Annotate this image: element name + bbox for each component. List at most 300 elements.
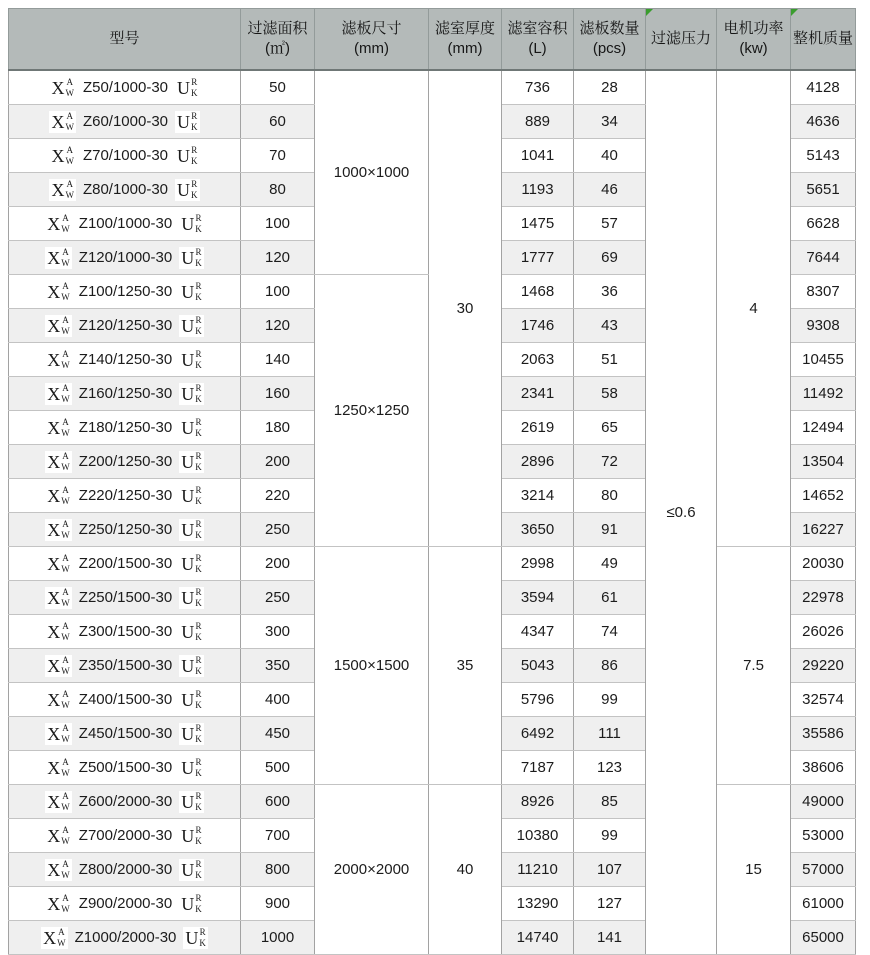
comment-marker-icon bbox=[646, 9, 653, 16]
affix-main: U bbox=[181, 655, 195, 676]
model-affix bbox=[49, 179, 76, 201]
weight-cell: 9308 bbox=[791, 309, 856, 343]
weight-cell: 32574 bbox=[791, 683, 856, 717]
model-cell bbox=[9, 207, 241, 241]
power-cell: 7.5 bbox=[717, 547, 791, 785]
model-affix bbox=[179, 757, 204, 779]
column-unit: (kw) bbox=[739, 40, 768, 57]
affix-main: U bbox=[181, 247, 195, 268]
model-cell bbox=[9, 275, 241, 309]
affix-stack bbox=[195, 792, 202, 812]
affix-stack bbox=[195, 724, 202, 744]
affix-sup: R bbox=[191, 110, 198, 121]
affix-sup: A bbox=[62, 314, 69, 325]
weight-cell: 7644 bbox=[791, 241, 856, 275]
volume-cell: 10380 bbox=[502, 819, 574, 853]
affix-main: X bbox=[47, 349, 61, 370]
model-affix bbox=[175, 77, 200, 99]
affix-sub: K bbox=[195, 257, 202, 268]
plate-size-cell: 1250×1250 bbox=[315, 275, 429, 547]
affix-main: X bbox=[47, 587, 61, 608]
model-number: Z200/1500-30 bbox=[78, 555, 173, 572]
affix-main: U bbox=[181, 213, 195, 234]
model-affix bbox=[179, 655, 204, 677]
affix-sub: W bbox=[61, 325, 70, 336]
volume-cell: 2619 bbox=[502, 411, 574, 445]
model-affix bbox=[175, 111, 200, 133]
model-content bbox=[9, 111, 240, 133]
model-content bbox=[9, 247, 240, 269]
affix-sup: A bbox=[66, 110, 73, 121]
model-number: Z60/1000-30 bbox=[82, 113, 169, 130]
model-affix bbox=[179, 723, 204, 745]
affix-stack bbox=[195, 690, 202, 710]
affix-sub: W bbox=[61, 257, 70, 268]
affix-sub: W bbox=[61, 835, 70, 846]
area-cell: 400 bbox=[241, 683, 315, 717]
volume-cell: 13290 bbox=[502, 887, 574, 921]
area-cell: 1000 bbox=[241, 921, 315, 955]
affix-sup: A bbox=[62, 790, 69, 801]
model-content bbox=[9, 145, 240, 167]
weight-cell: 57000 bbox=[791, 853, 856, 887]
model-number: Z70/1000-30 bbox=[82, 147, 169, 164]
affix-sup: R bbox=[195, 552, 202, 563]
plate-size-cell: 1000×1000 bbox=[315, 70, 429, 275]
weight-cell: 16227 bbox=[791, 513, 856, 547]
affix-sup: R bbox=[195, 416, 202, 427]
affix-sub: K bbox=[191, 121, 198, 132]
affix-main: X bbox=[47, 451, 61, 472]
model-affix bbox=[179, 859, 204, 881]
affix-main: X bbox=[47, 417, 61, 438]
affix-stack bbox=[61, 418, 70, 438]
plates-cell: 40 bbox=[574, 139, 646, 173]
model-affix bbox=[179, 417, 204, 439]
weight-cell: 12494 bbox=[791, 411, 856, 445]
power-cell: 15 bbox=[717, 785, 791, 955]
area-cell: 800 bbox=[241, 853, 315, 887]
plates-cell: 34 bbox=[574, 105, 646, 139]
affix-sub: K bbox=[195, 427, 202, 438]
affix-sup: A bbox=[62, 280, 69, 291]
model-number: Z100/1250-30 bbox=[78, 283, 173, 300]
affix-main: X bbox=[47, 247, 61, 268]
affix-sub: W bbox=[61, 869, 70, 880]
volume-cell: 4347 bbox=[502, 615, 574, 649]
model-number: Z1000/2000-30 bbox=[74, 929, 177, 946]
affix-sub: W bbox=[57, 937, 66, 948]
area-cell: 700 bbox=[241, 819, 315, 853]
affix-sub: K bbox=[195, 665, 202, 676]
affix-stack bbox=[61, 248, 70, 268]
thickness-cell: 30 bbox=[429, 70, 502, 547]
affix-sup: R bbox=[195, 246, 202, 257]
volume-cell: 1041 bbox=[502, 139, 574, 173]
model-affix bbox=[45, 723, 72, 745]
column-header-5 bbox=[502, 9, 574, 71]
weight-cell: 38606 bbox=[791, 751, 856, 785]
affix-sup: R bbox=[191, 178, 198, 189]
affix-sub: W bbox=[61, 665, 70, 676]
affix-sub: W bbox=[61, 393, 70, 404]
area-cell: 500 bbox=[241, 751, 315, 785]
affix-sup: R bbox=[195, 824, 202, 835]
volume-cell: 3594 bbox=[502, 581, 574, 615]
model-cell bbox=[9, 479, 241, 513]
volume-cell: 2998 bbox=[502, 547, 574, 581]
affix-stack bbox=[199, 928, 206, 948]
affix-main: X bbox=[47, 655, 61, 676]
affix-sup: R bbox=[195, 212, 202, 223]
model-affix bbox=[179, 893, 204, 915]
affix-sub: W bbox=[61, 597, 70, 608]
affix-sup: R bbox=[195, 484, 202, 495]
weight-cell: 6628 bbox=[791, 207, 856, 241]
affix-stack bbox=[195, 452, 202, 472]
affix-main: X bbox=[47, 315, 61, 336]
column-header-3 bbox=[315, 9, 429, 71]
plates-cell: 91 bbox=[574, 513, 646, 547]
affix-sub: W bbox=[61, 291, 70, 302]
affix-main: X bbox=[51, 145, 65, 166]
model-content bbox=[9, 553, 240, 575]
affix-main: U bbox=[181, 893, 195, 914]
model-content bbox=[9, 451, 240, 473]
volume-cell: 7187 bbox=[502, 751, 574, 785]
model-cell bbox=[9, 343, 241, 377]
model-content bbox=[9, 383, 240, 405]
model-affix bbox=[179, 213, 204, 235]
area-cell: 200 bbox=[241, 547, 315, 581]
affix-sup: A bbox=[62, 654, 69, 665]
affix-sub: K bbox=[195, 495, 202, 506]
model-content bbox=[9, 213, 240, 235]
affix-sub: W bbox=[61, 767, 70, 778]
model-cell bbox=[9, 139, 241, 173]
area-cell: 180 bbox=[241, 411, 315, 445]
affix-sub: W bbox=[61, 563, 70, 574]
model-content bbox=[9, 519, 240, 541]
affix-main: X bbox=[47, 281, 61, 302]
model-affix bbox=[45, 791, 72, 813]
plates-cell: 85 bbox=[574, 785, 646, 819]
affix-sup: R bbox=[195, 348, 202, 359]
affix-stack bbox=[61, 758, 70, 778]
affix-stack bbox=[195, 656, 202, 676]
volume-cell: 2063 bbox=[502, 343, 574, 377]
affix-sub: K bbox=[199, 937, 206, 948]
affix-sub: K bbox=[195, 291, 202, 302]
model-affix bbox=[45, 757, 72, 779]
model-content bbox=[9, 77, 240, 99]
plate-size-cell: 2000×2000 bbox=[315, 785, 429, 955]
column-label: 型号 bbox=[109, 30, 140, 47]
model-content bbox=[9, 621, 240, 643]
affix-main: U bbox=[181, 621, 195, 642]
plates-cell: 123 bbox=[574, 751, 646, 785]
plates-cell: 36 bbox=[574, 275, 646, 309]
model-cell bbox=[9, 819, 241, 853]
affix-sub: W bbox=[61, 359, 70, 370]
volume-cell: 1193 bbox=[502, 173, 574, 207]
affix-main: X bbox=[47, 213, 61, 234]
model-number: Z500/1500-30 bbox=[78, 759, 173, 776]
model-affix bbox=[179, 587, 204, 609]
weight-cell: 8307 bbox=[791, 275, 856, 309]
model-number: Z800/2000-30 bbox=[78, 861, 173, 878]
affix-stack bbox=[61, 724, 70, 744]
table-row bbox=[9, 70, 856, 105]
model-affix bbox=[45, 689, 72, 711]
plates-cell: 99 bbox=[574, 683, 646, 717]
area-cell: 100 bbox=[241, 207, 315, 241]
affix-sub: W bbox=[65, 189, 74, 200]
affix-stack bbox=[195, 520, 202, 540]
model-cell bbox=[9, 921, 241, 955]
plates-cell: 72 bbox=[574, 445, 646, 479]
area-cell: 200 bbox=[241, 445, 315, 479]
area-cell: 450 bbox=[241, 717, 315, 751]
model-cell bbox=[9, 445, 241, 479]
affix-stack bbox=[195, 350, 202, 370]
model-affix bbox=[179, 349, 204, 371]
affix-main: X bbox=[47, 485, 61, 506]
volume-cell: 2341 bbox=[502, 377, 574, 411]
model-affix bbox=[41, 927, 68, 949]
column-header-1 bbox=[9, 9, 241, 71]
pressure-cell: ≤0.6 bbox=[646, 70, 717, 955]
model-affix bbox=[45, 315, 72, 337]
affix-sub: W bbox=[61, 529, 70, 540]
model-affix bbox=[45, 247, 72, 269]
affix-sup: R bbox=[195, 280, 202, 291]
model-number: Z300/1500-30 bbox=[78, 623, 173, 640]
model-number: Z350/1500-30 bbox=[78, 657, 173, 674]
model-affix bbox=[45, 655, 72, 677]
affix-stack bbox=[61, 282, 70, 302]
affix-stack bbox=[191, 180, 198, 200]
affix-stack bbox=[61, 452, 70, 472]
affix-main: U bbox=[181, 485, 195, 506]
volume-cell: 889 bbox=[502, 105, 574, 139]
affix-main: U bbox=[181, 757, 195, 778]
affix-stack bbox=[61, 316, 70, 336]
volume-cell: 1468 bbox=[502, 275, 574, 309]
area-cell: 600 bbox=[241, 785, 315, 819]
model-cell bbox=[9, 751, 241, 785]
column-label: 过滤压力 bbox=[650, 30, 711, 47]
model-number: Z200/1250-30 bbox=[78, 453, 173, 470]
model-content bbox=[9, 485, 240, 507]
column-unit: (L) bbox=[528, 40, 547, 57]
weight-cell: 14652 bbox=[791, 479, 856, 513]
model-number: Z900/2000-30 bbox=[78, 895, 173, 912]
affix-sup: A bbox=[62, 824, 69, 835]
affix-stack bbox=[191, 146, 198, 166]
model-cell bbox=[9, 411, 241, 445]
affix-sup: A bbox=[62, 246, 69, 257]
column-unit: (pcs) bbox=[592, 40, 627, 57]
affix-sub: K bbox=[195, 563, 202, 574]
model-content bbox=[9, 927, 240, 949]
model-number: Z50/1000-30 bbox=[82, 79, 169, 96]
affix-sub: K bbox=[195, 461, 202, 472]
affix-main: U bbox=[185, 927, 199, 948]
column-unit: (mm) bbox=[354, 40, 389, 57]
volume-cell: 5796 bbox=[502, 683, 574, 717]
affix-sup: A bbox=[62, 722, 69, 733]
affix-stack bbox=[61, 384, 70, 404]
spec-table bbox=[8, 8, 856, 955]
affix-sub: K bbox=[191, 87, 198, 98]
weight-cell: 65000 bbox=[791, 921, 856, 955]
model-content bbox=[9, 417, 240, 439]
affix-main: U bbox=[181, 451, 195, 472]
affix-sub: W bbox=[61, 801, 70, 812]
affix-sup: R bbox=[195, 892, 202, 903]
model-number: Z250/1500-30 bbox=[78, 589, 173, 606]
model-content bbox=[9, 859, 240, 881]
column-unit: (㎡) bbox=[265, 40, 290, 57]
model-content bbox=[9, 723, 240, 745]
model-number: Z220/1250-30 bbox=[78, 487, 173, 504]
area-cell: 100 bbox=[241, 275, 315, 309]
affix-main: X bbox=[47, 825, 61, 846]
model-affix bbox=[45, 587, 72, 609]
affix-sup: A bbox=[66, 178, 73, 189]
area-cell: 220 bbox=[241, 479, 315, 513]
weight-cell: 5651 bbox=[791, 173, 856, 207]
area-cell: 50 bbox=[241, 70, 315, 105]
affix-main: X bbox=[47, 553, 61, 574]
model-affix bbox=[179, 553, 204, 575]
affix-main: X bbox=[47, 383, 61, 404]
affix-main: U bbox=[181, 689, 195, 710]
affix-sub: K bbox=[195, 359, 202, 370]
affix-sub: W bbox=[61, 699, 70, 710]
area-cell: 70 bbox=[241, 139, 315, 173]
volume-cell: 1777 bbox=[502, 241, 574, 275]
affix-stack bbox=[195, 758, 202, 778]
plates-cell: 69 bbox=[574, 241, 646, 275]
model-affix bbox=[49, 77, 76, 99]
affix-sup: R bbox=[195, 518, 202, 529]
model-number: Z120/1250-30 bbox=[78, 317, 173, 334]
table-row bbox=[9, 785, 856, 819]
affix-sub: K bbox=[195, 597, 202, 608]
affix-main: X bbox=[43, 927, 57, 948]
weight-cell: 49000 bbox=[791, 785, 856, 819]
affix-stack bbox=[195, 554, 202, 574]
model-cell bbox=[9, 377, 241, 411]
affix-main: U bbox=[177, 111, 191, 132]
affix-stack bbox=[65, 78, 74, 98]
affix-sub: W bbox=[61, 223, 70, 234]
affix-sub: K bbox=[191, 155, 198, 166]
model-number: Z140/1250-30 bbox=[78, 351, 173, 368]
plates-cell: 51 bbox=[574, 343, 646, 377]
table-row bbox=[9, 547, 856, 581]
affix-sup: A bbox=[58, 926, 65, 937]
affix-main: X bbox=[51, 179, 65, 200]
affix-main: U bbox=[181, 553, 195, 574]
column-label: 电机功率 bbox=[723, 20, 784, 37]
affix-sub: K bbox=[195, 699, 202, 710]
affix-sup: R bbox=[195, 756, 202, 767]
model-affix bbox=[179, 519, 204, 541]
affix-stack bbox=[65, 146, 74, 166]
weight-cell: 11492 bbox=[791, 377, 856, 411]
weight-cell: 20030 bbox=[791, 547, 856, 581]
affix-sup: A bbox=[62, 552, 69, 563]
weight-cell: 4636 bbox=[791, 105, 856, 139]
model-affix bbox=[179, 791, 204, 813]
model-affix bbox=[179, 315, 204, 337]
model-cell bbox=[9, 70, 241, 105]
model-content bbox=[9, 689, 240, 711]
plates-cell: 46 bbox=[574, 173, 646, 207]
affix-sup: A bbox=[66, 76, 73, 87]
model-affix bbox=[179, 621, 204, 643]
model-affix bbox=[45, 519, 72, 541]
affix-stack bbox=[195, 588, 202, 608]
affix-sub: K bbox=[195, 325, 202, 336]
weight-cell: 29220 bbox=[791, 649, 856, 683]
affix-sup: R bbox=[195, 790, 202, 801]
model-cell bbox=[9, 785, 241, 819]
volume-cell: 1746 bbox=[502, 309, 574, 343]
model-affix bbox=[45, 825, 72, 847]
column-header-8 bbox=[717, 9, 791, 71]
affix-main: X bbox=[51, 77, 65, 98]
affix-sup: A bbox=[62, 348, 69, 359]
weight-cell: 4128 bbox=[791, 70, 856, 105]
affix-stack bbox=[61, 656, 70, 676]
affix-main: X bbox=[47, 859, 61, 880]
model-affix bbox=[45, 893, 72, 915]
model-cell bbox=[9, 615, 241, 649]
volume-cell: 11210 bbox=[502, 853, 574, 887]
affix-main: U bbox=[181, 519, 195, 540]
volume-cell: 2896 bbox=[502, 445, 574, 479]
affix-stack bbox=[61, 520, 70, 540]
affix-stack bbox=[191, 78, 198, 98]
plates-cell: 99 bbox=[574, 819, 646, 853]
affix-sub: W bbox=[61, 903, 70, 914]
model-number: Z250/1250-30 bbox=[78, 521, 173, 538]
model-content bbox=[9, 315, 240, 337]
area-cell: 120 bbox=[241, 241, 315, 275]
affix-sub: W bbox=[61, 427, 70, 438]
affix-sup: R bbox=[195, 314, 202, 325]
weight-cell: 5143 bbox=[791, 139, 856, 173]
model-affix bbox=[45, 213, 72, 235]
affix-sub: K bbox=[195, 835, 202, 846]
model-content bbox=[9, 893, 240, 915]
affix-sub: K bbox=[195, 767, 202, 778]
model-affix bbox=[45, 485, 72, 507]
affix-sub: K bbox=[195, 869, 202, 880]
affix-main: X bbox=[47, 621, 61, 642]
affix-sup: R bbox=[195, 450, 202, 461]
model-cell bbox=[9, 173, 241, 207]
affix-stack bbox=[195, 214, 202, 234]
column-header-7 bbox=[646, 9, 717, 71]
affix-stack bbox=[191, 112, 198, 132]
model-affix bbox=[179, 451, 204, 473]
affix-main: U bbox=[181, 859, 195, 880]
